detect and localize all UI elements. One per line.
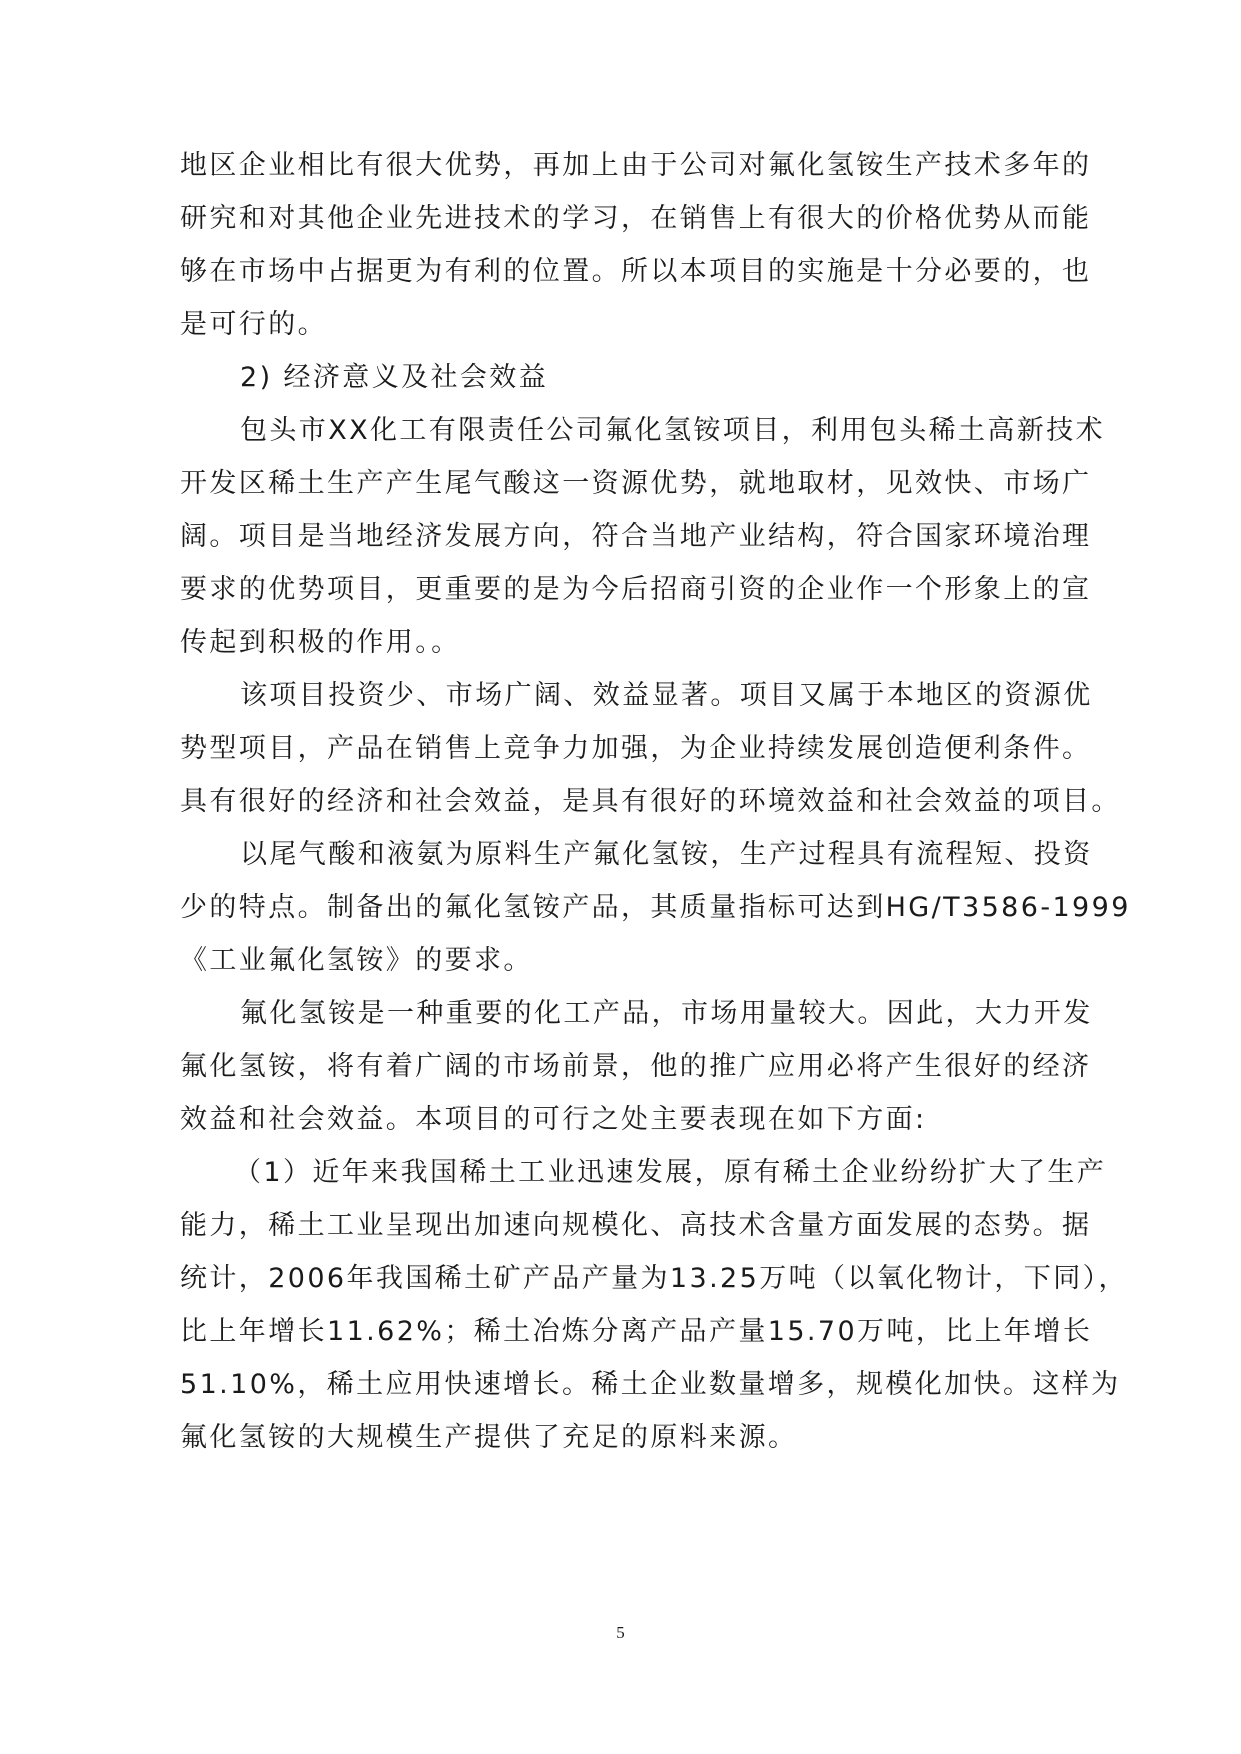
text-line: 要求的优势项目，更重要的是为今后招商引资的企业作一个形象上的宣 <box>180 574 1092 605</box>
text-line: 51.10%，稀土应用快速增长。稀土企业数量增多，规模化加快。这样为 <box>180 1369 1121 1400</box>
text-line: 阔。项目是当地经济发展方向，符合当地产业结构，符合国家环境治理 <box>180 521 1092 552</box>
text-line: 以尾气酸和液氨为原料生产氟化氢铵，生产过程具有流程短、投资 <box>240 839 1093 870</box>
section-heading: 2) 经济意义及社会效益 <box>240 362 549 393</box>
text-line: 势型项目，产品在销售上竞争力加强，为企业持续发展创造便利条件。 <box>180 733 1092 764</box>
text-line: 地区企业相比有很大优势，再加上由于公司对氟化氢铵生产技术多年的 <box>180 150 1092 181</box>
text-line: 具有很好的经济和社会效益，是具有很好的环境效益和社会效益的项目。 <box>180 786 1121 817</box>
text-line: 够在市场中占据更为有利的位置。所以本项目的实施是十分必要的，也 <box>180 256 1092 287</box>
text-line: 效益和社会效益。本项目的可行之处主要表现在如下方面: <box>180 1104 927 1135</box>
text-line: 少的特点。制备出的氟化氢铵产品，其质量指标可达到HG/T3586-1999 <box>180 892 1131 923</box>
text-line: 是可行的。 <box>180 309 327 340</box>
text-line: 《工业氟化氢铵》的要求。 <box>180 945 533 976</box>
text-line: 能力，稀土工业呈现出加速向规模化、高技术含量方面发展的态势。据 <box>180 1210 1092 1241</box>
text-line: 开发区稀土生产产生尾气酸这一资源优势，就地取材，见效快、市场广 <box>180 468 1092 499</box>
text-line: 研究和对其他企业先进技术的学习，在销售上有很大的价格优势从而能 <box>180 203 1092 234</box>
text-line: 氟化氢铵是一种重要的化工产品，市场用量较大。因此，大力开发 <box>240 998 1093 1029</box>
text-line: 包头市XX化工有限责任公司氟化氢铵项目，利用包头稀土高新技术 <box>240 415 1105 446</box>
text-line: 传起到积极的作用。。 <box>180 627 461 658</box>
text-line: 统计，2006年我国稀土矿产品产量为13.25万吨（以氧化物计，下同）， <box>180 1263 1128 1294</box>
text-line: 该项目投资少、市场广阔、效益显著。项目又属于本地区的资源优 <box>240 680 1093 711</box>
text-line: 氟化氢铵的大规模生产提供了充足的原料来源。 <box>180 1422 798 1453</box>
page-number: 5 <box>616 1623 625 1642</box>
text-line: 氟化氢铵，将有着广阔的市场前景，他的推广应用必将产生很好的经济 <box>180 1051 1092 1082</box>
text-line: 比上年增长11.62%；稀土冶炼分离产品产量15.70万吨，比上年增长 <box>180 1316 1093 1347</box>
text-line: （1）近年来我国稀土工业迅速发展，原有稀土企业纷纷扩大了生产 <box>234 1157 1107 1188</box>
